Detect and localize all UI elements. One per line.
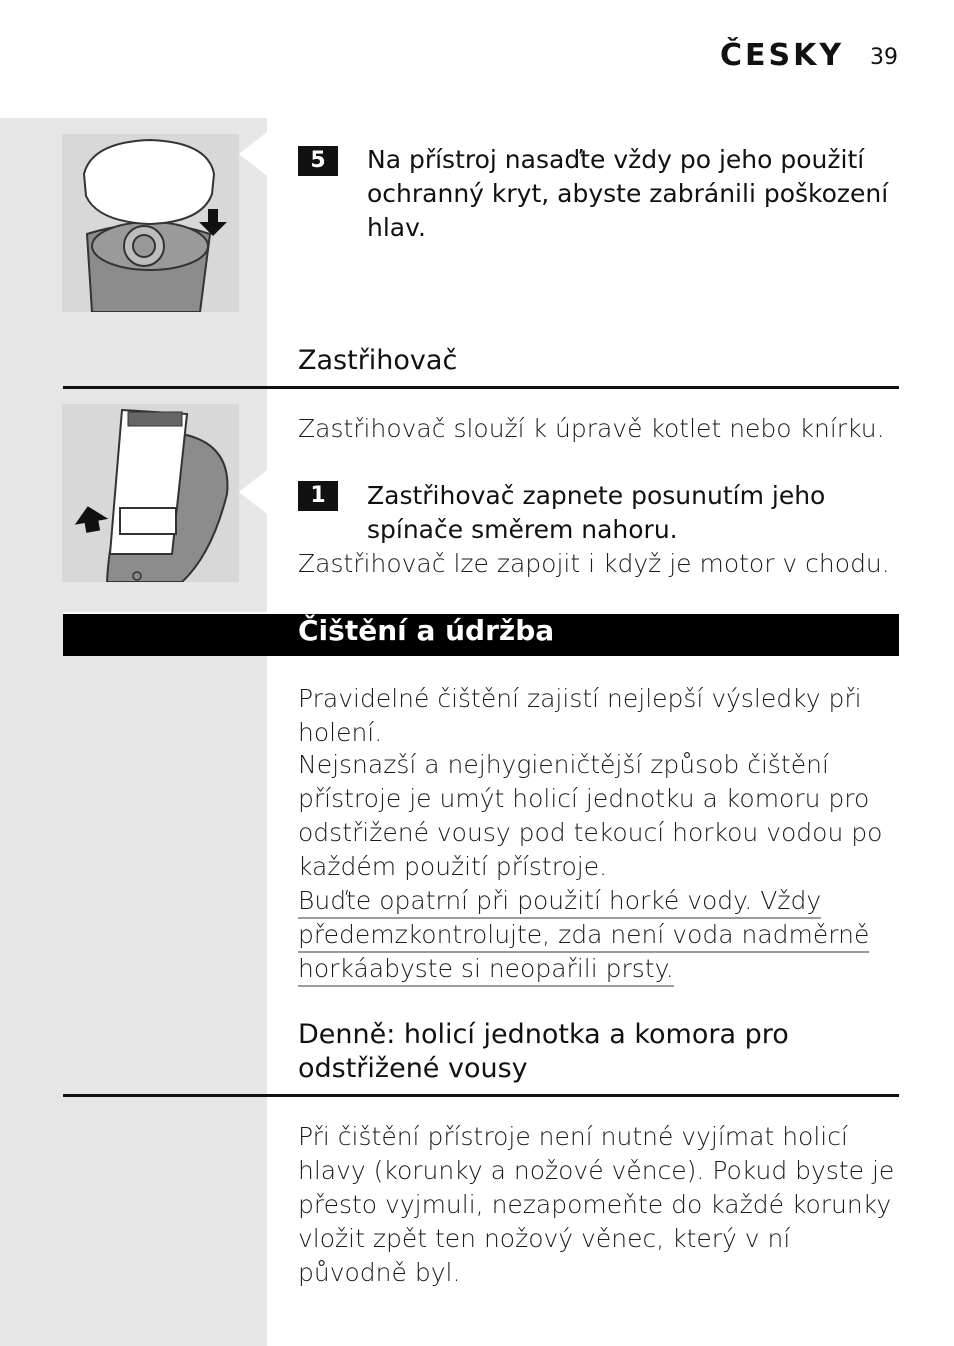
language-header: ČESKY (720, 38, 845, 73)
cleaning-intro: Pravidelné čištění zajistí nejlepší výsledky při holení. (298, 684, 862, 747)
trimmer-heading: Zastřihovač (298, 345, 458, 376)
cleaning-section-title: Čištění a údržba (298, 614, 555, 647)
cleaning-paragraph: Nejsnazší a nejhygieničtější způsob čištění přístroje je umýt holicí jednotku a komoru pro odstřižené vousy pod tekoucí horkou vodou po každém použití přístroje. (298, 750, 883, 881)
heading-rule (63, 1094, 899, 1097)
warning-line: předemzkontrolujte, zda není voda nadměrně (298, 920, 869, 953)
trimmer-intro: Zastřihovač slouží k úpravě kotlet nebo knírku. (298, 414, 885, 443)
warning-line: Buďte opatrní při použití horké vody. Vždy (298, 886, 821, 919)
protective-cap-illustration (62, 134, 239, 312)
warning-line: horkáabyste si neopařili prsty. (298, 954, 674, 987)
hot-water-warning (298, 884, 898, 986)
page-number: 39 (870, 45, 898, 70)
step-number-badge: 1 (298, 481, 338, 511)
daily-cleaning-text: Při čištění přístroje není nutné vyjímat holicí hlavy (korunky a nožové věnce). Pokud byste je přesto vyjmuli, nezapomeňte do každé korunky vložit zpět ten nožový věnec, který v ní původně byl. (298, 1122, 895, 1287)
step-1-text: Zastřihovač zapnete posunutím jeho spínače směrem nahoru. (367, 481, 826, 544)
daily-cleaning-heading: Denně: holicí jednotka a komora pro odstřižené vousy (298, 1019, 789, 1084)
heading-rule (63, 386, 899, 389)
trimmer-note: Zastřihovač lze zapojit i když je motor v chodu. (298, 549, 890, 578)
step-number-badge: 5 (298, 146, 338, 176)
figure-pointer (239, 132, 267, 176)
trimmer-illustration (62, 404, 239, 582)
figure-pointer (239, 470, 267, 514)
step-5-text: Na přístroj nasaďte vždy po jeho použití ochranný kryt, abyste zabránili poškození hlav. (367, 145, 889, 242)
